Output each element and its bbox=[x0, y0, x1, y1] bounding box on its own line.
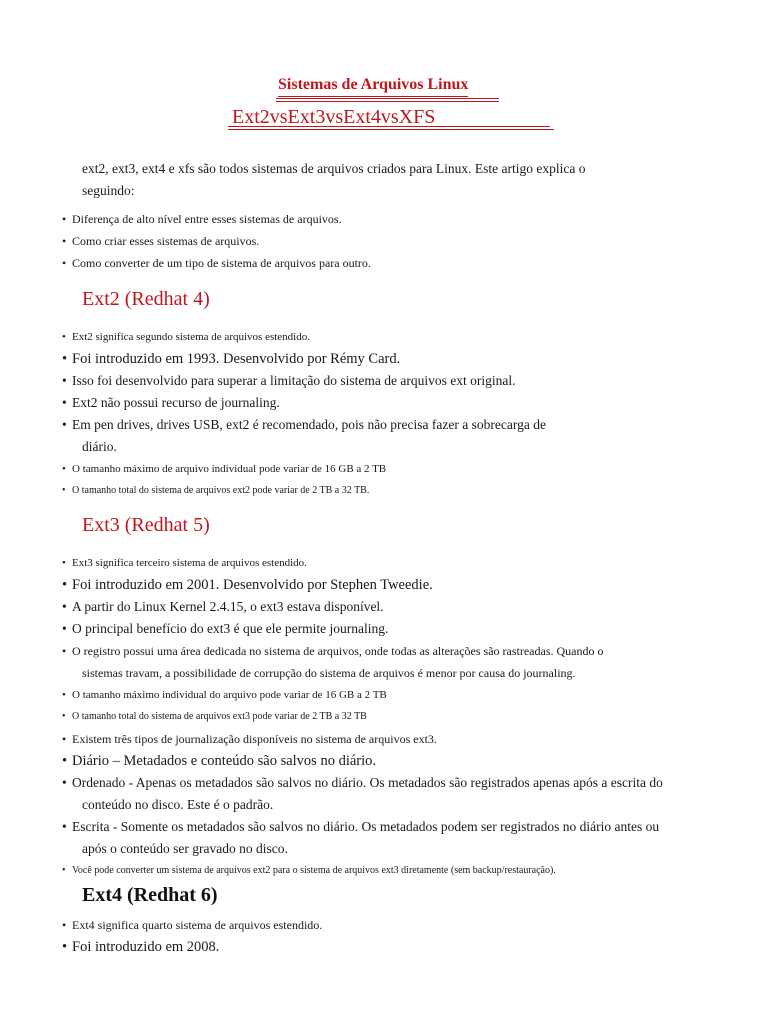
list-item: • O tamanho máximo individual do arquivo pode variar de 16 GB a 2 TB bbox=[62, 684, 663, 706]
list-item-text: Em pen drives, drives USB, ext2 é recomendado, pois não precisa fazer a sobrecarga de bbox=[72, 417, 546, 432]
section-heading-ext3: Ext3 (Redhat 5) bbox=[82, 514, 210, 536]
list-item-text: Escrita - Somente os metadados são salvos no diário. Os metadados podem ser registrados no diário antes ou bbox=[72, 819, 660, 834]
list-item: • Ext4 significa quarto sistema de arquivos estendido. bbox=[62, 914, 322, 936]
ext3-list bbox=[62, 552, 663, 882]
list-item: • O tamanho total do sistema de arquivos ext2 pode variar de 2 TB a 32 TB. bbox=[62, 480, 546, 502]
list-item: • Foi introduzido em 1993. Desenvolvido por Rémy Card. bbox=[62, 348, 546, 370]
intro-line: seguindo: bbox=[82, 183, 135, 198]
section-heading-ext4: Ext4 (Redhat 6) bbox=[82, 884, 218, 906]
ext2-list bbox=[62, 326, 546, 502]
list-item: • Diferença de alto nível entre esses sistemas de arquivos. bbox=[62, 208, 371, 230]
list-item-continuation: conteúdo no disco. Este é o padrão. bbox=[82, 797, 274, 812]
list-item: • A partir do Linux Kernel 2.4.15, o ext3 estava disponível. bbox=[62, 596, 663, 618]
list-item: • Foi introduzido em 2001. Desenvolvido por Stephen Tweedie. bbox=[62, 574, 663, 596]
list-item bbox=[62, 772, 663, 816]
intro-list bbox=[62, 208, 371, 274]
list-item-continuation: diário. bbox=[82, 439, 117, 454]
list-item: • Foi introduzido em 2008. bbox=[62, 936, 322, 958]
list-item: • Como criar esses sistemas de arquivos. bbox=[62, 230, 371, 252]
list-item: • O principal benefício do ext3 é que ele permite journaling. bbox=[62, 618, 663, 640]
page-subtitle: Ext2vsExt3vsExt4vsXFS bbox=[228, 105, 554, 130]
list-item-text: Ordenado - Apenas os metadados são salvos no diário. Os metadados são registrados apenas após a escrita do bbox=[72, 775, 663, 790]
intro-line: ext2, ext3, ext4 e xfs são todos sistemas de arquivos criados para Linux. Este artigo explica o bbox=[82, 161, 586, 176]
list-item: • Ext2 não possui recurso de journaling. bbox=[62, 392, 546, 414]
intro-paragraph bbox=[82, 158, 642, 202]
section-heading-ext2: Ext2 (Redhat 4) bbox=[82, 288, 210, 310]
list-item: • O tamanho máximo de arquivo individual pode variar de 16 GB a 2 TB bbox=[62, 458, 546, 480]
list-item-continuation: sistemas travam, a possibilidade de corrupção do sistema de arquivos é menor por causa do journaling. bbox=[82, 666, 576, 680]
page-title: Sistemas de Arquivos Linux bbox=[278, 76, 468, 97]
list-item: • Diário – Metadados e conteúdo são salvos no diário. bbox=[62, 750, 663, 772]
list-item: • Você pode converter um sistema de arquivos ext2 para o sistema de arquivos ext3 diretamente (sem backup/restauração). bbox=[62, 860, 663, 882]
list-item bbox=[62, 816, 663, 860]
list-item bbox=[62, 414, 546, 458]
subtitle-underline bbox=[228, 126, 550, 127]
list-item-text: O registro possui uma área dedicada no sistema de arquivos, onde todas as alterações são rastreadas. Quando o bbox=[72, 644, 604, 658]
title-underline bbox=[276, 98, 499, 99]
list-item: • O tamanho total do sistema de arquivos ext3 pode variar de 2 TB a 32 TB bbox=[62, 706, 663, 728]
list-item: • Isso foi desenvolvido para superar a limitação do sistema de arquivos ext original. bbox=[62, 370, 546, 392]
list-item bbox=[62, 640, 663, 684]
list-item: • Como converter de um tipo de sistema de arquivos para outro. bbox=[62, 252, 371, 274]
ext4-list bbox=[62, 914, 322, 958]
title-underline-double bbox=[276, 101, 499, 102]
list-item: • Existem três tipos de journalização disponíveis no sistema de arquivos ext3. bbox=[62, 728, 663, 750]
list-item-continuation: após o conteúdo ser gravado no disco. bbox=[82, 841, 288, 856]
list-item: • Ext3 significa terceiro sistema de arquivos estendido. bbox=[62, 552, 663, 574]
list-item: • Ext2 significa segundo sistema de arquivos estendido. bbox=[62, 326, 546, 348]
